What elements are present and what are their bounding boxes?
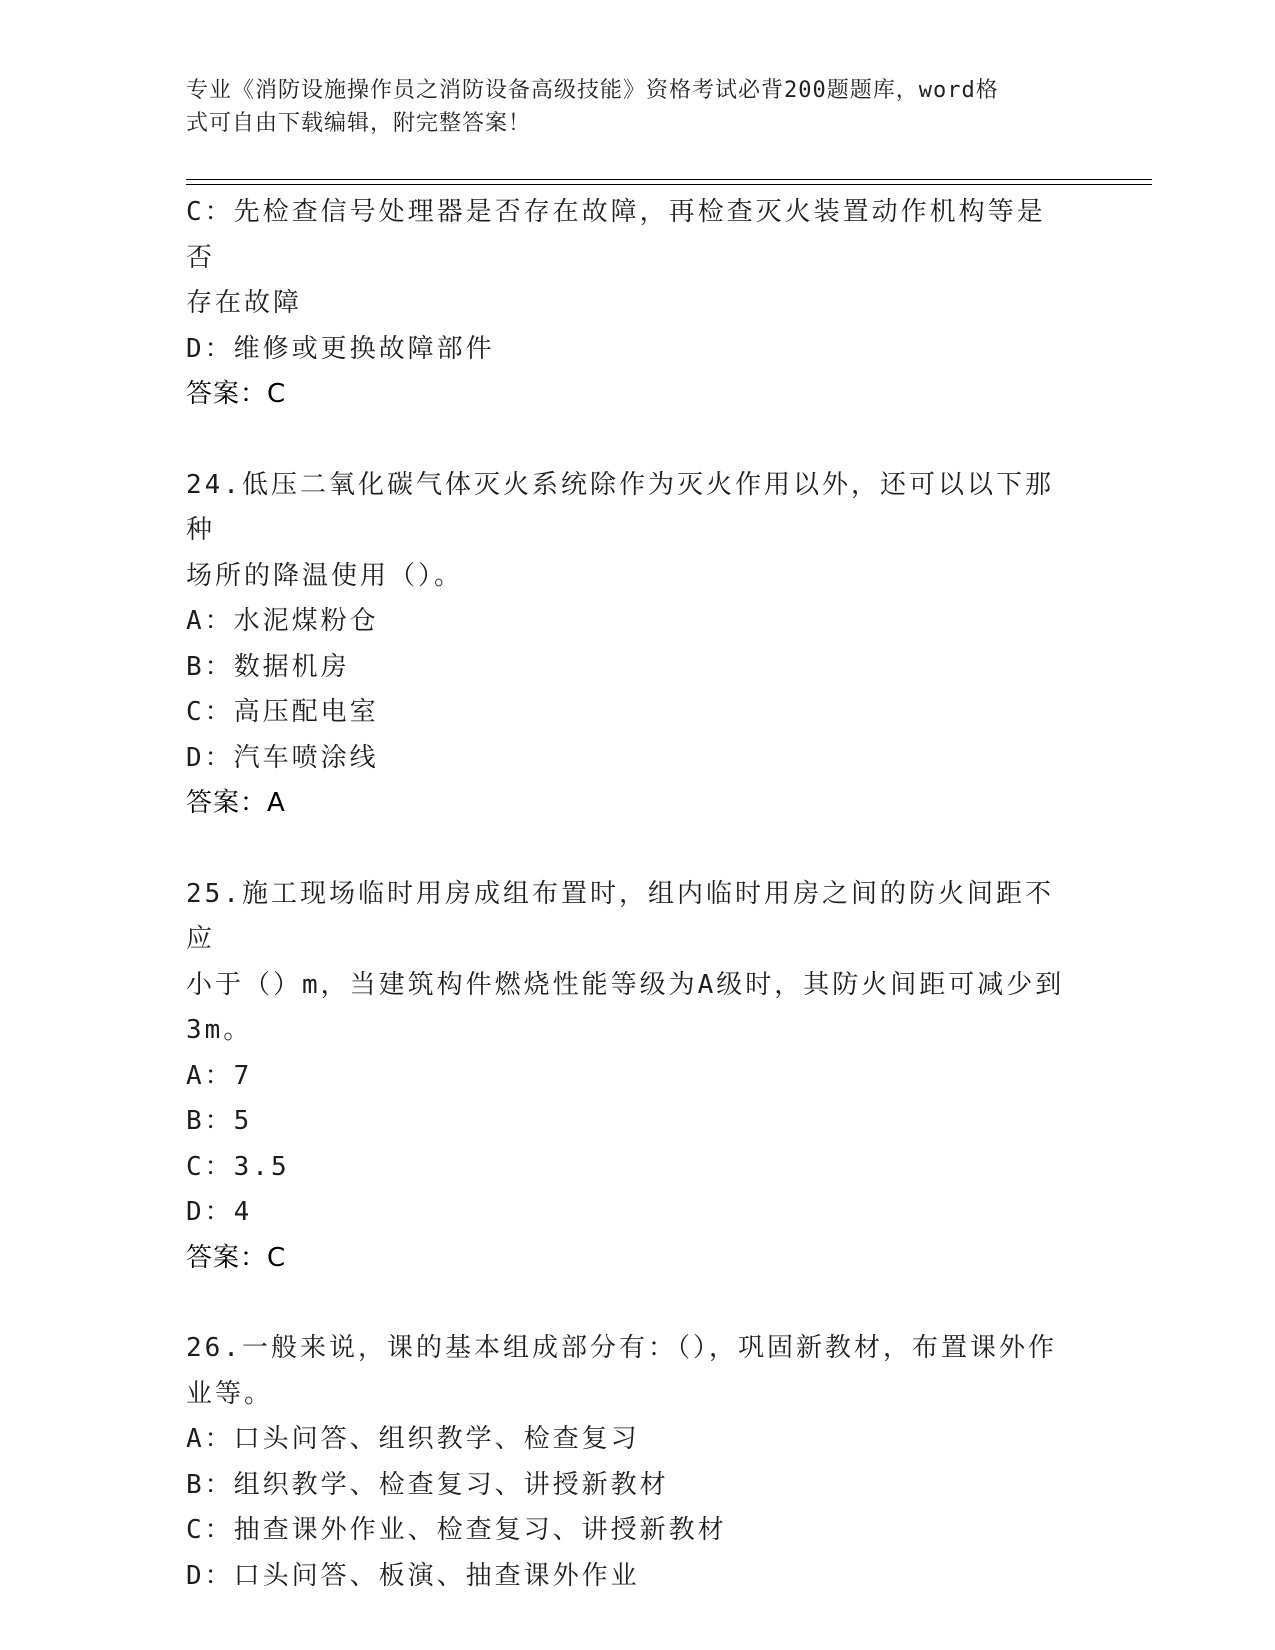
option-a: A：水泥煤粉仓 [186,606,379,636]
spacer [186,1281,1066,1326]
option-a: A：口头问答、组织教学、检查复习 [186,1424,640,1454]
option-c: C：抽查课外作业、检查复习、讲授新教材 [186,1515,727,1545]
option-c-line-1: C：先检查信号处理器是否存在故障，再检查灭火装置动作机构等是否 [186,197,1046,273]
option-a: A：7 [186,1060,253,1091]
question-24 [186,463,1066,827]
option-d: D：维修或更换故障部件 [186,333,495,364]
document-body [186,190,1066,1599]
question-stem-line-2: 场所的降温使用（）。 [186,560,464,591]
question-stem-line-1: 24.低压二氧化碳气体灭火系统除作为灭火作用以外，还可以以下那种 [186,469,1054,545]
spacer [186,418,1066,463]
option-d: D：汽车喷涂线 [186,742,379,773]
document-header [186,74,1066,140]
question-26 [186,1326,1066,1599]
option-d: D：口头问答、板演、抽查课外作业 [186,1560,640,1591]
answer: 答案：A [186,788,286,818]
spacer [186,827,1066,872]
option-b: B：组织教学、检查复习、讲授新教材 [186,1469,669,1500]
question-23-continuation [186,190,1066,418]
header-line-1: 专业《消防设施操作员之消防设备高级技能》资格考试必背200题题库，word格 [186,78,999,103]
question-stem-line-3: 3m。 [186,1015,253,1045]
option-c: C：高压配电室 [186,697,379,727]
question-stem-line-1: 26.一般来说，课的基本组成部分有：（），巩固新教材，布置课外作 [186,1333,1057,1363]
option-b: B：5 [186,1106,253,1136]
header-line-2: 式可自由下载编辑，附完整答案！ [186,111,532,136]
question-stem-line-2: 业等。 [186,1378,274,1409]
question-stem-line-2: 小于（）m，当建筑构件燃烧性能等级为A级时，其防火间距可减少到 [186,969,1065,1000]
header-rule-bottom [186,184,1152,185]
option-d: D：4 [186,1197,253,1227]
option-c-line-2: 存在故障 [186,288,303,318]
option-c: C：3.5 [186,1151,290,1182]
option-b: B：数据机房 [186,651,350,682]
question-stem-line-1: 25.施工现场临时用房成组布置时，组内临时用房之间的防火间距不应 [186,878,1054,954]
header-rule-top [186,179,1152,180]
question-25 [186,872,1066,1282]
answer: 答案：C [186,379,287,409]
answer: 答案：C [186,1242,287,1273]
